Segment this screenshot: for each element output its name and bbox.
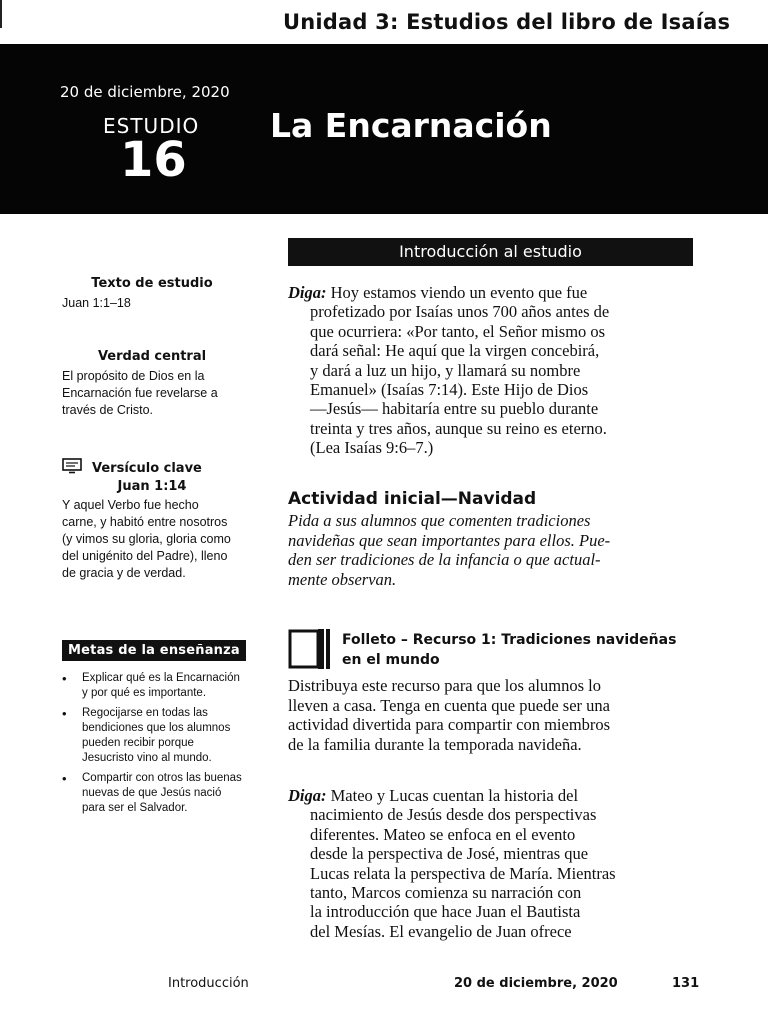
paragraph-line: la introducción que hace Juan el Bautista — [310, 902, 581, 922]
key-verse-block — [62, 458, 262, 582]
paragraph-line: treinta y tres años, aunque su reino es eterno. — [310, 418, 607, 438]
monitor-icon — [62, 458, 82, 478]
teaching-goals-heading: Metas de la enseñanza — [62, 640, 246, 661]
key-verse-reference: Juan 1:14 — [117, 479, 187, 494]
list-item: • Regocijarse en todas las bendiciones que los alumnos pueden recibir porque Jesucristo vino al mundo. — [62, 706, 247, 766]
activity-heading: Actividad inicial—Navidad — [288, 489, 537, 509]
paragraph-line: diferentes. Mateo se enfoca en el evento — [310, 824, 576, 844]
central-truth-heading: Verdad central — [97, 349, 207, 364]
lesson-banner — [0, 44, 768, 214]
paragraph-line: navideñas que sean importantes para ellos. Pue- — [288, 530, 611, 550]
list-item: • Explicar qué es la Encarnación y por qué es importante. — [62, 671, 247, 701]
teaching-goals-block — [62, 640, 262, 821]
page-edge-rule — [0, 0, 2, 28]
teaching-goals-list — [62, 671, 262, 816]
key-verse-line: Y aquel Verbo fue hecho — [62, 498, 199, 512]
key-verse-line: del unigénito del Padre), lleno — [62, 549, 228, 563]
list-item: • Compartir con otros las buenas nuevas de que Jesús nació para ser el Salvador. — [62, 771, 247, 816]
paragraph-line: nacimiento de Jesús desde dos perspectivas — [310, 805, 597, 825]
paragraph-line: tanto, Marcos comienza su narración con — [310, 883, 582, 903]
paragraph-line: del Mesías. El evangelio de Juan ofrece — [310, 921, 572, 941]
activity-body — [288, 511, 693, 589]
central-truth-line: través de Cristo. — [62, 403, 154, 417]
paragraph-line: Distribuya este recurso para que los alumnos lo — [288, 676, 601, 696]
paragraph-line: actividad divertida para compartir con miembros — [288, 715, 611, 735]
handout-body — [288, 676, 693, 754]
paragraph-line: de la familia durante la temporada navideña. — [288, 734, 582, 754]
key-verse-header — [62, 458, 262, 478]
intro-heading: Introducción al estudio — [288, 238, 693, 266]
footer-section: Introducción — [168, 976, 249, 991]
study-text-heading: Texto de estudio — [91, 276, 213, 291]
central-truth-line: Encarnación fue revelarse a — [62, 386, 218, 400]
paragraph-line: Emanuel» (Isaías 7:14). Este Hijo de Dios — [310, 380, 589, 400]
paragraph-line: Hoy estamos viendo un evento que fue — [326, 283, 588, 302]
study-label: ESTUDIO — [103, 114, 200, 138]
footer-date: 20 de diciembre, 2020 — [454, 976, 618, 991]
diga-paragraph-1 — [288, 283, 693, 458]
handout-block — [288, 628, 693, 754]
study-text-block — [62, 276, 262, 312]
central-truth-block — [62, 349, 262, 419]
paragraph-line: Pida a sus alumnos que comenten tradiciones — [288, 511, 591, 531]
key-verse-body — [62, 497, 262, 582]
unit-title: Unidad 3: Estudios del libro de Isaías — [283, 10, 731, 34]
paragraph-line: y dará a luz un hijo, y llamará su nombre — [310, 360, 581, 380]
key-verse-line: carne, y habitó entre nosotros — [62, 515, 228, 529]
paragraph-line: den ser tradiciones de la infancia o que actual- — [288, 550, 601, 570]
paragraph-line: lleven a casa. Tenga en cuenta que puede ser una — [288, 695, 610, 715]
paragraph-line: que ocurriera: «Por tanto, el Señor mismo os — [310, 321, 606, 341]
key-verse-line: de gracia y de verdad. — [62, 566, 186, 580]
study-number: 16 — [120, 132, 187, 188]
opening-activity — [288, 490, 693, 589]
paragraph-line: Lucas relata la perspectiva de María. Mientras — [310, 863, 616, 883]
lesson-title: La Encarnación — [270, 106, 552, 145]
paragraph-line: desde la perspectiva de José, mientras que — [310, 844, 589, 864]
banner-date: 20 de diciembre, 2020 — [60, 83, 230, 101]
key-verse-line: (y vimos su gloria, gloria como — [62, 532, 231, 546]
paragraph-line: dará señal: He aquí que la virgen concebirá, — [310, 341, 600, 361]
central-truth-body — [62, 368, 262, 419]
paragraph-line: (Lea Isaías 9:6–7.) — [310, 438, 434, 458]
paragraph-line: Mateo y Lucas cuentan la historia del — [326, 786, 579, 805]
paragraph-line: mente observan. — [288, 569, 397, 589]
handout-title-line: en el mundo — [342, 652, 440, 668]
key-verse-heading: Versículo clave — [92, 460, 202, 476]
diga-paragraph-2 — [288, 786, 693, 941]
paragraph-line: —Jesús— habitaría entre su pueblo durante — [310, 399, 599, 419]
book-icon — [288, 628, 334, 676]
handout-title — [342, 630, 676, 670]
diga-label: Diga: — [288, 283, 327, 302]
study-text-body: Juan 1:1–18 — [62, 296, 131, 310]
paragraph-line: profetizado por Isaías unos 700 años antes de — [310, 302, 610, 322]
handout-title-line: Folleto – Recurso 1: Tradiciones navideñas — [342, 632, 677, 648]
diga-label: Diga: — [288, 786, 327, 805]
central-truth-line: El propósito de Dios en la — [62, 369, 205, 383]
page-number: 131 — [672, 976, 700, 991]
